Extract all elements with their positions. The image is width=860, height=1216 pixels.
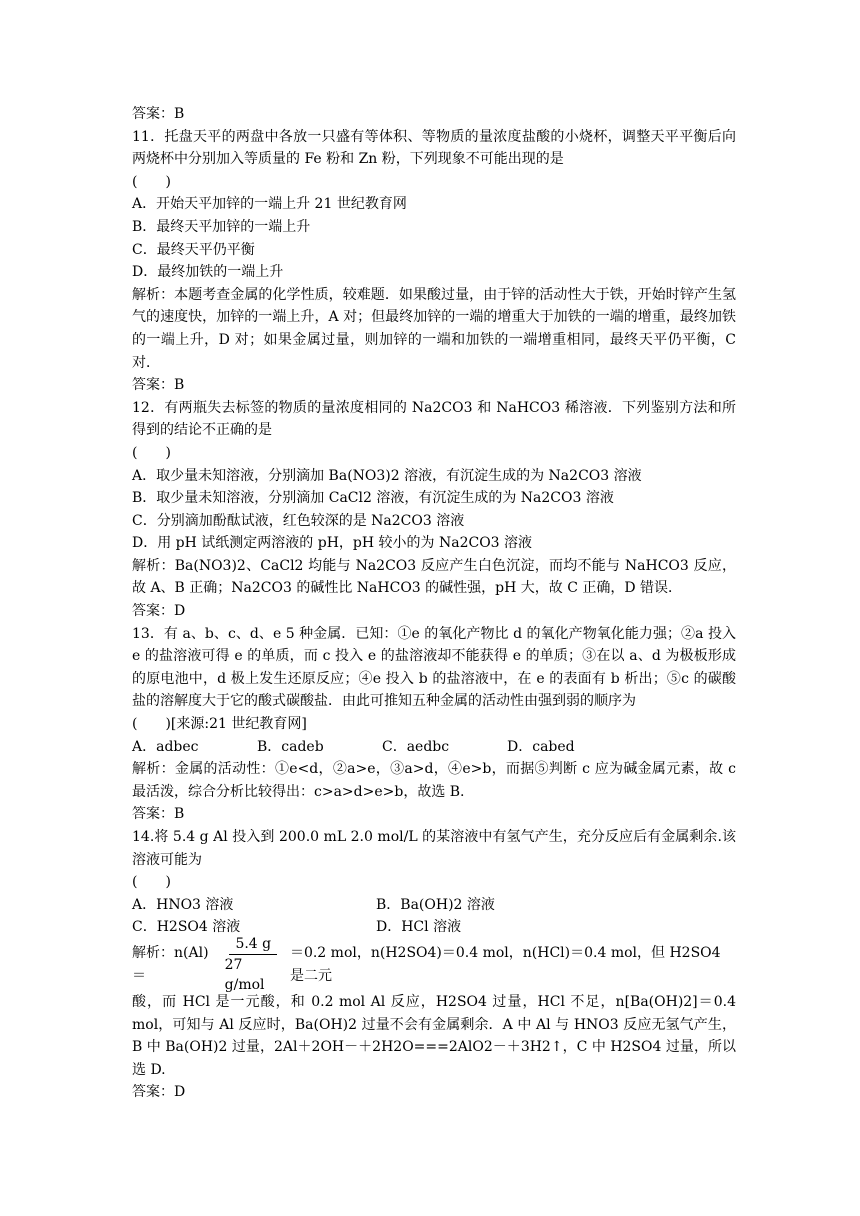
q12-option-c: C．分别滴加酚酞试液，红色较深的是 Na2CO3 溶液	[132, 512, 465, 529]
q12-stem: 12．有两瓶失去标签的物质的量浓度相同的 Na2CO3 和 NaHCO3 稀溶液．下列鉴别方法和所得到的结论不正确的是	[132, 399, 736, 439]
q12-option-a: A．取少量未知溶液，分别滴加 Ba(NO3)2 溶液，有沉淀生成的为 Na2CO3 溶液	[132, 467, 642, 484]
q11-option-d: D．最终加铁的一端上升	[132, 264, 284, 281]
q12-paren: ( )	[132, 444, 171, 461]
q13-paren: ( )[来源:21 世纪教育网]	[132, 716, 307, 733]
q11-paren: ( )	[132, 173, 171, 190]
q13-option-d: D．cabed	[507, 738, 575, 755]
q14-option-d: D．HCl 溶液	[376, 919, 462, 936]
q14-analysis-formula-line	[132, 936, 736, 994]
fraction-denominator: 27 g/mol	[224, 957, 265, 994]
q14-analysis-prefix: 解析：n(Al)＝	[132, 945, 209, 984]
q14-analysis-suffix: ＝0.2 mol，n(H2SO4)＝0.4 mol，n(HCl)＝0.4 mol，但 H2SO4 是二元	[289, 945, 721, 984]
q13-analysis: 解析：金属的活动性：①e<d，②a>e，③a>d，④e>b，而据⑤判断 c 应为碱金属元素，故 c 最活泼，综合分析比较得出：c>a>d>e>b，故选 B.	[132, 761, 736, 800]
q13-options	[132, 736, 736, 759]
q11-analysis: 解析：本题考查金属的化学性质，较难题．如果酸过量，由于锌的活动性大于铁，开始时锌产生氢气的速度快，加锌的一端上升，A 对；但最终加锌的一端的增重大于加铁的一端的增重，最终加铁的一端上升，D 对；如果金属过量，则加锌的一端和加铁的一端增重相同，最终天平仍平衡，C 对．	[132, 286, 736, 371]
q11-answer: 答案：B	[132, 377, 185, 394]
q12-analysis: 解析：Ba(NO3)2、CaCl2 均能与 Na2CO3 反应产生白色沉淀，而均不能与 NaHCO3 反应，故 A、B 正确；Na2CO3 的碱性比 NaHCO3 的碱性强，pH 大，故 C 正确，D 错误．	[132, 557, 736, 597]
q11-option-a: A．开始天平加锌的一端上升 21 世纪教育网	[132, 196, 407, 213]
q13-stem: 13．有 a、b、c、d、e 5 种金属．已知：①e 的氧化产物比 d 的氧化产物氧化能力强；②a 投入 e 的盐溶液可得 e 的单质，而 c 投入 e 的盐溶液却不能获得 e 的单质；③在以 a、d 为极板形成的原电池中，d 极上发生还原反应；④e 投入 b 的盐溶液中，在 e 的表面有 b 析出；⑤c 的碳酸盐的溶解度大于它的酸式碳酸盐．由此可推知五种金属的活动性由强到弱的顺序为	[132, 625, 736, 710]
q14-stem: 14.将 5.4 g Al 投入到 200.0 mL 2.0 mol/L 的某溶液中有氢气产生，充分反应后有金属剩余.该溶液可能为	[132, 829, 736, 868]
q14-answer: 答案：D	[132, 1084, 186, 1101]
q14-option-c: C．H2SO4 溶液	[132, 919, 241, 936]
q14-option-a: A．HNO3 溶液	[132, 896, 234, 913]
q13-option-c: C．aedbc	[382, 738, 450, 755]
q11-option-c: C．最终天平仍平衡	[132, 241, 255, 258]
q14-paren: ( )	[132, 874, 171, 891]
q12-option-d: D．用 pH 试纸测定两溶液的 pH，pH 较小的为 Na2CO3 溶液	[132, 535, 533, 552]
fraction-numerator: 5.4 g	[229, 934, 277, 955]
q13-option-b: B．cadeb	[257, 738, 324, 755]
q13-answer: 答案：B	[132, 806, 185, 823]
q12-answer: 答案：D	[132, 603, 186, 620]
q14-options-row1	[132, 894, 736, 917]
fraction	[219, 934, 288, 995]
q14-option-b: B．Ba(OH)2 溶液	[376, 896, 495, 913]
document-page	[132, 103, 736, 1104]
q13-option-a: A．adbec	[132, 738, 199, 755]
q11-stem: 11．托盘天平的两盘中各放一只盛有等体积、等物质的量浓度盐酸的小烧杯，调整天平平衡后向两烧杯中分别加入等质量的 Fe 粉和 Zn 粉，下列现象不可能出现的是	[132, 128, 736, 168]
q10-answer: 答案：B	[132, 106, 185, 122]
q14-analysis-rest: 酸，而 HCl 是一元酸，和 0.2 mol Al 反应，H2SO4 过量，HCl 不足，n[Ba(OH)2]＝0.4 mol，可知与 Al 反应时，Ba(OH)2 过量不会有金属剩余．A 中 Al 与 HNO3 反应无氢气产生，B 中 Ba(OH)2 过量，2Al＋2OH－＋2H2O===2AlO2－＋3H2↑，C 中 H2SO4 过量，所以选 D.	[132, 993, 736, 1078]
q12-option-b: B．取少量未知溶液，分别滴加 CaCl2 溶液，有沉淀生成的为 Na2CO3 溶液	[132, 490, 614, 507]
q11-option-b: B．最终天平加锌的一端上升	[132, 218, 311, 235]
